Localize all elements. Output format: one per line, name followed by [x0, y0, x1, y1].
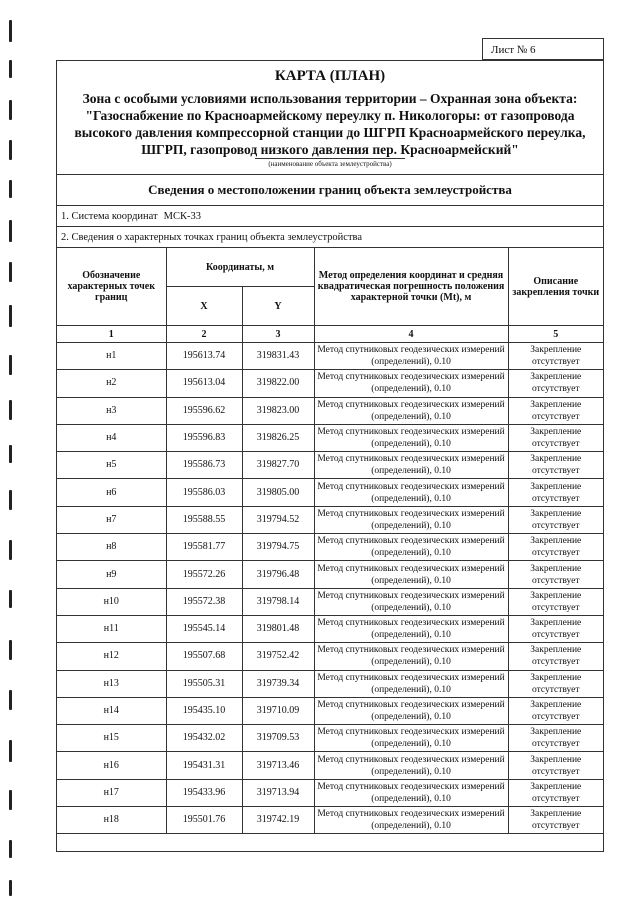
method-cell: Метод спутниковых геодезических измерений (определений), 0.10: [314, 534, 508, 561]
x-coordinate-cell: 195596.83: [166, 424, 242, 451]
table-row: [57, 370, 603, 397]
point-id-cell: н7: [57, 506, 166, 533]
x-coordinate-cell: 195545.14: [166, 615, 242, 642]
method-cell: Метод спутниковых геодезических измерений (определений), 0.10: [314, 424, 508, 451]
binding-mark: [9, 790, 12, 810]
column-number: 4: [314, 326, 508, 343]
table-row: [57, 506, 603, 533]
binding-mark: [9, 445, 12, 463]
table-row: [57, 561, 603, 588]
method-cell: Метод спутниковых геодезических измерений (определений), 0.10: [314, 615, 508, 642]
table-row: [57, 424, 603, 451]
table-row: [57, 752, 603, 779]
method-cell: Метод спутниковых геодезических измерений (определений), 0.10: [314, 506, 508, 533]
document-frame: [56, 60, 604, 852]
method-cell: Метод спутниковых геодезических измерений (определений), 0.10: [314, 807, 508, 834]
sheet-number-box: [482, 38, 604, 60]
description-cell: Закрепление отсутствует: [508, 506, 603, 533]
description-cell: Закрепление отсутствует: [508, 752, 603, 779]
y-coordinate-cell: 319794.52: [242, 506, 314, 533]
y-coordinate-cell: 319822.00: [242, 370, 314, 397]
x-coordinate-cell: 195588.55: [166, 506, 242, 533]
table-row: [57, 588, 603, 615]
binding-mark: [9, 880, 12, 896]
point-id-cell: н12: [57, 643, 166, 670]
points-rows: [57, 343, 603, 834]
point-id-cell: н1: [57, 343, 166, 370]
x-coordinate-cell: 195596.62: [166, 397, 242, 424]
description-cell: Закрепление отсутствует: [508, 725, 603, 752]
description-cell: Закрепление отсутствует: [508, 697, 603, 724]
table-row: [57, 779, 603, 806]
description-cell: Закрепление отсутствует: [508, 779, 603, 806]
point-id-cell: н10: [57, 588, 166, 615]
table-row: [57, 643, 603, 670]
x-coordinate-cell: 195581.77: [166, 534, 242, 561]
table-row: [57, 452, 603, 479]
y-coordinate-cell: 319796.48: [242, 561, 314, 588]
point-id-cell: н15: [57, 725, 166, 752]
point-id-cell: н17: [57, 779, 166, 806]
y-coordinate-cell: 319798.14: [242, 588, 314, 615]
coordinate-system-row: [57, 206, 603, 227]
point-id-cell: н18: [57, 807, 166, 834]
binding-mark: [9, 100, 12, 120]
binding-mark: [9, 540, 12, 560]
point-id-cell: н13: [57, 670, 166, 697]
table-row: [57, 670, 603, 697]
binding-mark: [9, 690, 12, 710]
x-coordinate-cell: 195586.03: [166, 479, 242, 506]
y-coordinate-cell: 319752.42: [242, 643, 314, 670]
table-row: [57, 807, 603, 834]
description-cell: Закрепление отсутствует: [508, 370, 603, 397]
x-coordinate-cell: 195501.76: [166, 807, 242, 834]
x-coordinate-cell: 195613.04: [166, 370, 242, 397]
binding-mark: [9, 590, 12, 608]
description-cell: Закрепление отсутствует: [508, 588, 603, 615]
document-title: КАРТА (ПЛАН): [274, 68, 386, 84]
x-coordinate-cell: 195572.26: [166, 561, 242, 588]
method-cell: Метод спутниковых геодезических измерений (определений), 0.10: [314, 725, 508, 752]
method-cell: Метод спутниковых геодезических измерений (определений), 0.10: [314, 670, 508, 697]
method-cell: Метод спутниковых геодезических измерений (определений), 0.10: [314, 479, 508, 506]
table-row: [57, 397, 603, 424]
binding-mark: [9, 740, 12, 762]
y-coordinate-cell: 319805.00: [242, 479, 314, 506]
y-coordinate-cell: 319713.46: [242, 752, 314, 779]
point-id-cell: н4: [57, 424, 166, 451]
description-cell: Закрепление отсутствует: [508, 534, 603, 561]
y-coordinate-cell: 319739.34: [242, 670, 314, 697]
binding-mark: [9, 490, 12, 510]
binding-mark: [9, 220, 12, 242]
point-id-cell: н8: [57, 534, 166, 561]
method-cell: Метод спутниковых геодезических измерений (определений), 0.10: [314, 452, 508, 479]
binding-mark: [9, 20, 12, 42]
y-coordinate-cell: 319823.00: [242, 397, 314, 424]
column-numbers-row: [57, 326, 603, 343]
binding-mark: [9, 840, 12, 858]
y-coordinate-cell: 319713.94: [242, 779, 314, 806]
points-table: [57, 248, 603, 834]
binding-mark: [9, 400, 12, 420]
point-id-cell: н2: [57, 370, 166, 397]
x-coordinate-cell: 195572.38: [166, 588, 242, 615]
point-id-cell: н5: [57, 452, 166, 479]
sheet-number: Лист № 6: [491, 44, 536, 56]
header-description: Описание закрепления точки: [508, 248, 603, 326]
x-coordinate-cell: 195433.96: [166, 779, 242, 806]
point-id-cell: н16: [57, 752, 166, 779]
x-coordinate-cell: 195432.02: [166, 725, 242, 752]
column-number: 5: [508, 326, 603, 343]
table-row: [57, 615, 603, 642]
y-coordinate-cell: 319794.75: [242, 534, 314, 561]
x-coordinate-cell: 195435.10: [166, 697, 242, 724]
y-coordinate-cell: 319709.53: [242, 725, 314, 752]
y-coordinate-cell: 319827.70: [242, 452, 314, 479]
binding-mark: [9, 180, 12, 198]
description-cell: Закрепление отсутствует: [508, 397, 603, 424]
method-cell: Метод спутниковых геодезических измерений (определений), 0.10: [314, 779, 508, 806]
method-cell: Метод спутниковых геодезических измерений (определений), 0.10: [314, 752, 508, 779]
point-id-cell: н6: [57, 479, 166, 506]
binding-mark: [9, 355, 12, 375]
binding-mark: [9, 140, 12, 160]
method-cell: Метод спутниковых геодезических измерений (определений), 0.10: [314, 397, 508, 424]
method-cell: Метод спутниковых геодезических измерений (определений), 0.10: [314, 343, 508, 370]
header-point: Обозначение характерных точек границ: [57, 248, 166, 326]
binding-mark: [9, 262, 12, 282]
point-id-cell: н3: [57, 397, 166, 424]
header-y: Y: [242, 287, 314, 326]
x-coordinate-cell: 195505.31: [166, 670, 242, 697]
description-cell: Закрепление отсутствует: [508, 643, 603, 670]
column-number: 3: [242, 326, 314, 343]
point-id-cell: н9: [57, 561, 166, 588]
description-cell: Закрепление отсутствует: [508, 561, 603, 588]
y-coordinate-cell: 319742.19: [242, 807, 314, 834]
y-coordinate-cell: 319831.43: [242, 343, 314, 370]
table-row: [57, 725, 603, 752]
binding-mark: [9, 60, 12, 78]
subtitle-caption: (наименование объекта землеустройства): [255, 158, 405, 168]
method-cell: Метод спутниковых геодезических измерений (определений), 0.10: [314, 643, 508, 670]
description-cell: Закрепление отсутствует: [508, 424, 603, 451]
coordinate-system-label: 1. Система координат: [61, 211, 158, 222]
column-number: 2: [166, 326, 242, 343]
x-coordinate-cell: 195507.68: [166, 643, 242, 670]
table-row: [57, 534, 603, 561]
method-cell: Метод спутниковых геодезических измерений (определений), 0.10: [314, 697, 508, 724]
description-cell: Закрепление отсутствует: [508, 343, 603, 370]
table-row: [57, 697, 603, 724]
section-title: Сведения о местоположении границ объекта землеустройства: [57, 174, 603, 206]
points-heading: 2. Сведения о характерных точках границ объекта землеустройства: [57, 227, 603, 248]
x-coordinate-cell: 195431.31: [166, 752, 242, 779]
table-row: [57, 479, 603, 506]
column-number: 1: [57, 326, 166, 343]
binding-mark: [9, 640, 12, 660]
method-cell: Метод спутниковых геодезических измерений (определений), 0.10: [314, 370, 508, 397]
description-cell: Закрепление отсутствует: [508, 452, 603, 479]
description-cell: Закрепление отсутствует: [508, 807, 603, 834]
y-coordinate-cell: 319801.48: [242, 615, 314, 642]
header-x: X: [166, 287, 242, 326]
header-method: Метод определения координат и средняя квадратическая погрешность положения характерной точки (Mt), м: [314, 248, 508, 326]
y-coordinate-cell: 319826.25: [242, 424, 314, 451]
scan-binding-marks: [0, 0, 20, 905]
x-coordinate-cell: 195586.73: [166, 452, 242, 479]
method-cell: Метод спутниковых геодезических измерений (определений), 0.10: [314, 561, 508, 588]
point-id-cell: н11: [57, 615, 166, 642]
method-cell: Метод спутниковых геодезических измерений (определений), 0.10: [314, 588, 508, 615]
coordinate-system-value: МСК-33: [163, 211, 201, 222]
point-id-cell: н14: [57, 697, 166, 724]
table-row: [57, 343, 603, 370]
y-coordinate-cell: 319710.09: [242, 697, 314, 724]
description-cell: Закрепление отсутствует: [508, 670, 603, 697]
document-subtitle: Зона с особыми условиями использования территории – Охранная зона объекта: "Газоснабжение по Красноармейскому переулку п. Никологоры: от газопровода высокого давления компрессорной станции до ШГРП Красноармейского переулка, ШГРП, газопровод низкого давления пер. Красноармейский": [74, 91, 586, 157]
description-cell: Закрепление отсутствует: [508, 479, 603, 506]
description-cell: Закрепление отсутствует: [508, 615, 603, 642]
binding-mark: [9, 305, 12, 327]
x-coordinate-cell: 195613.74: [166, 343, 242, 370]
header-coords: Координаты, м: [166, 248, 314, 287]
